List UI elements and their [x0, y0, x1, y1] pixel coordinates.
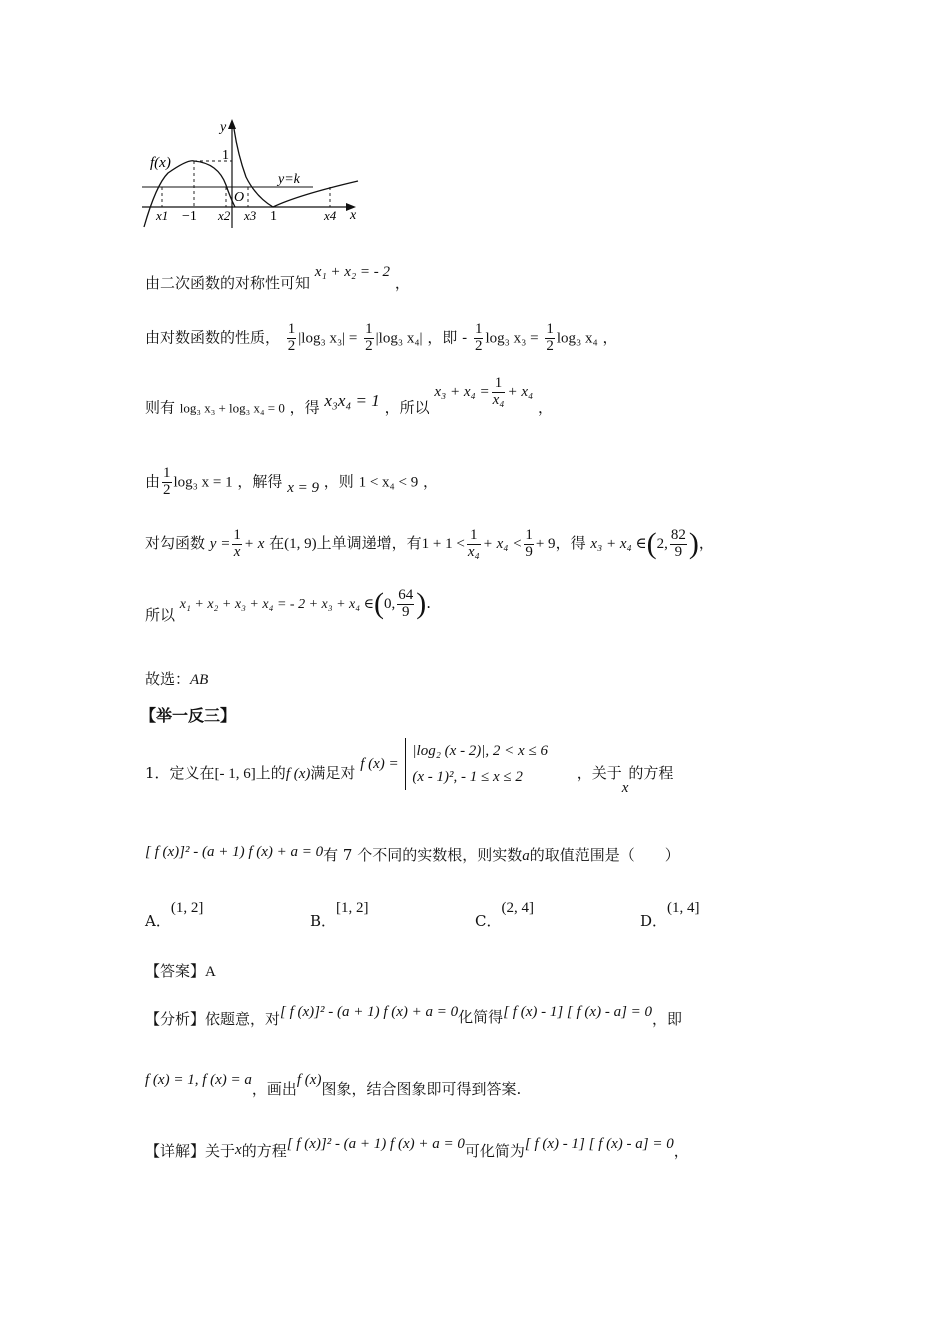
line-product [145, 375, 554, 425]
math: |log₃ x₃| = [298, 330, 358, 347]
detail-line [145, 1134, 689, 1160]
text: 【详解】关于 [145, 1142, 236, 1160]
text: 由 [145, 472, 161, 491]
frac-82-ninths: $\frac{82}{9}$ [670, 526, 686, 560]
math: + x₄ [507, 384, 534, 401]
option-label: D． [640, 912, 668, 930]
math: log₃ x₄ [556, 330, 598, 347]
option-label: B． [310, 912, 337, 930]
math: [ f (x)]² - (a + 1) f (x) + a = 0 [280, 1004, 459, 1020]
math-a: a [522, 848, 530, 864]
frac-half: $\frac{1}{2}$ [163, 465, 171, 498]
label-x4: x4 [324, 208, 337, 223]
math: log₃ x₃ = [485, 330, 539, 347]
text: ， [602, 328, 618, 347]
question-1 [145, 738, 674, 796]
text: 由对数函数的性质， [145, 328, 281, 347]
math: f (x) = 1, f (x) = a [145, 1072, 252, 1088]
option-label: C． [475, 912, 502, 930]
text: 可化简为 [464, 1142, 525, 1160]
text: ， [673, 1142, 689, 1160]
label-yk: y=k [278, 172, 300, 187]
frac-half: $\frac{1}{2}$ [546, 321, 554, 354]
line-choice [145, 670, 208, 689]
math: (1, 9) [284, 536, 317, 552]
label-x: x [350, 208, 357, 223]
math: x₃ + x₄ = [434, 384, 490, 401]
text: ， [423, 472, 439, 491]
option-a[interactable] [145, 898, 204, 930]
text: 图象，结合图象即可得到答案. [321, 1080, 522, 1098]
math-domain: [- 1, 6] [214, 766, 256, 782]
text: 则有 [145, 398, 176, 417]
analysis-line-2 [145, 1070, 522, 1098]
text: 的方程 [241, 1142, 287, 1160]
math: [ f (x)]² - (a + 1) f (x) + a = 0 [286, 1136, 465, 1152]
text: ，则 [323, 472, 354, 491]
log-curve [234, 129, 358, 207]
option-value: (1, 2] [170, 900, 204, 916]
text: 上的 [255, 764, 286, 782]
text: ，即 [652, 1010, 683, 1028]
frac-half: $\frac{1}{2}$ [287, 321, 296, 354]
text: 故选： [145, 670, 191, 688]
math: [ f (x) - 1] [ f (x) - a] = 0 [524, 1136, 674, 1152]
frac-one-over-x: $\frac{1}{x}$ [233, 526, 241, 560]
line-conclusion: 所以 x₁ + x₂ + x₃ + x₄ = - 2 + x₃ + x₄ ∈(0, $\frac{64}{9}$ ). [145, 586, 432, 624]
math: + 9 [535, 536, 556, 552]
y-axis-arrow [228, 119, 236, 129]
math-x: x [621, 780, 629, 796]
option-d[interactable] [640, 898, 700, 930]
piecewise-case-1: |log₂ (x - 2)|, 2 < x ≤ 6 [412, 743, 548, 759]
line-symmetry [145, 264, 410, 293]
section-heading: 【举一反三】 [140, 706, 237, 725]
math: y = [209, 536, 231, 552]
text: 的方程 [628, 764, 674, 782]
label-x1: x1 [156, 208, 169, 223]
answer-value: A [205, 964, 216, 980]
frac-one-ninth: $\frac{1}{9}$ [525, 526, 533, 560]
label-minus1: −1 [182, 209, 197, 224]
option-b[interactable] [310, 898, 369, 930]
frac-half: $\frac{1}{2}$ [474, 321, 483, 354]
option-value: [1, 2] [336, 900, 369, 916]
math-equation: [ f (x)]² - (a + 1) f (x) + a = 0 [145, 844, 324, 860]
question-1-equation [145, 842, 680, 864]
text: ，关于 [576, 764, 622, 782]
text: 所以 [145, 606, 176, 624]
math: 1 < x₄ < 9 [358, 474, 419, 491]
piecewise-case-2: (x - 1)², - 1 ≤ x ≤ 2 [412, 769, 523, 785]
math: x₃x₄ = 1 [324, 391, 380, 411]
line-solve [145, 466, 438, 499]
line-log-property [145, 322, 618, 355]
label-y: y [220, 120, 227, 135]
text: 的取值范围是（ ） [529, 846, 680, 864]
math: f (x) [296, 1072, 322, 1088]
answer-line [145, 962, 216, 981]
math: |log₃ x₄| [375, 330, 423, 347]
math-x: x [235, 1142, 242, 1158]
math-fx-def: f (x) = [360, 756, 399, 772]
analysis-line [145, 1002, 683, 1028]
math: x₃ + x₄ ∈ [590, 536, 647, 552]
label-origin: O [234, 190, 245, 205]
label-x3: x3 [244, 208, 257, 223]
label-one-x: 1 [270, 209, 277, 224]
frac-one-over-x4: $\frac{1}{\text{x₄}}$ [467, 526, 480, 560]
math-fx: f (x) [285, 766, 311, 782]
text: ，得 [289, 398, 320, 417]
function-graph [138, 115, 368, 233]
option-label: A． [145, 912, 171, 930]
frac-64-ninths: $\frac{64}{9}$ [398, 586, 414, 620]
question-number: 1．定义在 [145, 764, 215, 782]
text: 在 [269, 534, 285, 552]
text: . [426, 594, 432, 612]
text: ，所以 [384, 398, 430, 417]
math: 2, [656, 536, 668, 552]
math: + x₄ < [482, 536, 523, 552]
text: 有 7 个不同的实数根，则实数 [323, 846, 523, 864]
math: x₁ + x₂ + x₃ + x₄ = - 2 + x₃ + x₄ ∈ [179, 597, 374, 612]
text: 化简得 [458, 1008, 504, 1026]
frac-half: $\frac{1}{2}$ [365, 321, 373, 354]
piecewise [405, 738, 548, 790]
text: 由二次函数的对称性可知 [145, 274, 311, 292]
math: 1 + 1 < [421, 536, 465, 552]
text: ， [698, 534, 714, 552]
frac-one-over-x4: $\frac{1}{\text{x₄}}$ [492, 375, 505, 408]
text: ，解得 [237, 472, 283, 491]
text: 上单调递增，有 [316, 534, 422, 552]
text: ， [394, 274, 410, 292]
math: 0, [384, 596, 396, 612]
text: 对勾函数 [145, 534, 206, 552]
option-value: (2, 4] [501, 900, 534, 916]
answer-ab: AB [190, 672, 209, 688]
text: 满足对 [310, 764, 356, 782]
text: ，画出 [251, 1080, 297, 1098]
math: log₃ x₃ + log₃ x₄ = 0 [179, 400, 285, 416]
line-hook-function: 对勾函数 y = $\frac{1}{x}$ + x 在(1, 9)上单调递增，有1 + 1 < $\frac{1}{\text{x₄}}$ + x₄ < $\frac{1}{9}$ + 9，得 x₃ + x₄ ∈(2, $\frac{82}{9}$ )， [145, 526, 714, 560]
text: ， [538, 398, 554, 417]
option-value: (1, 4] [667, 900, 700, 916]
text: ，即 - [427, 328, 468, 347]
math: log₃ x = 1 [173, 474, 233, 491]
math: + x [243, 536, 265, 552]
text: 【答案】 [145, 962, 206, 980]
label-fx: f(x) [150, 155, 171, 171]
label-one-y: 1 [222, 148, 229, 163]
option-c[interactable] [475, 898, 534, 930]
math: x = 9 [287, 480, 319, 497]
text: 【分析】依题意，对 [145, 1010, 281, 1028]
math: [ f (x) - 1] [ f (x) - a] = 0 [503, 1004, 653, 1020]
text: ，得 [555, 534, 586, 552]
math-x1-plus-x2: x₁ + x₂ = - 2 [314, 264, 391, 280]
label-x2: x2 [218, 208, 231, 223]
